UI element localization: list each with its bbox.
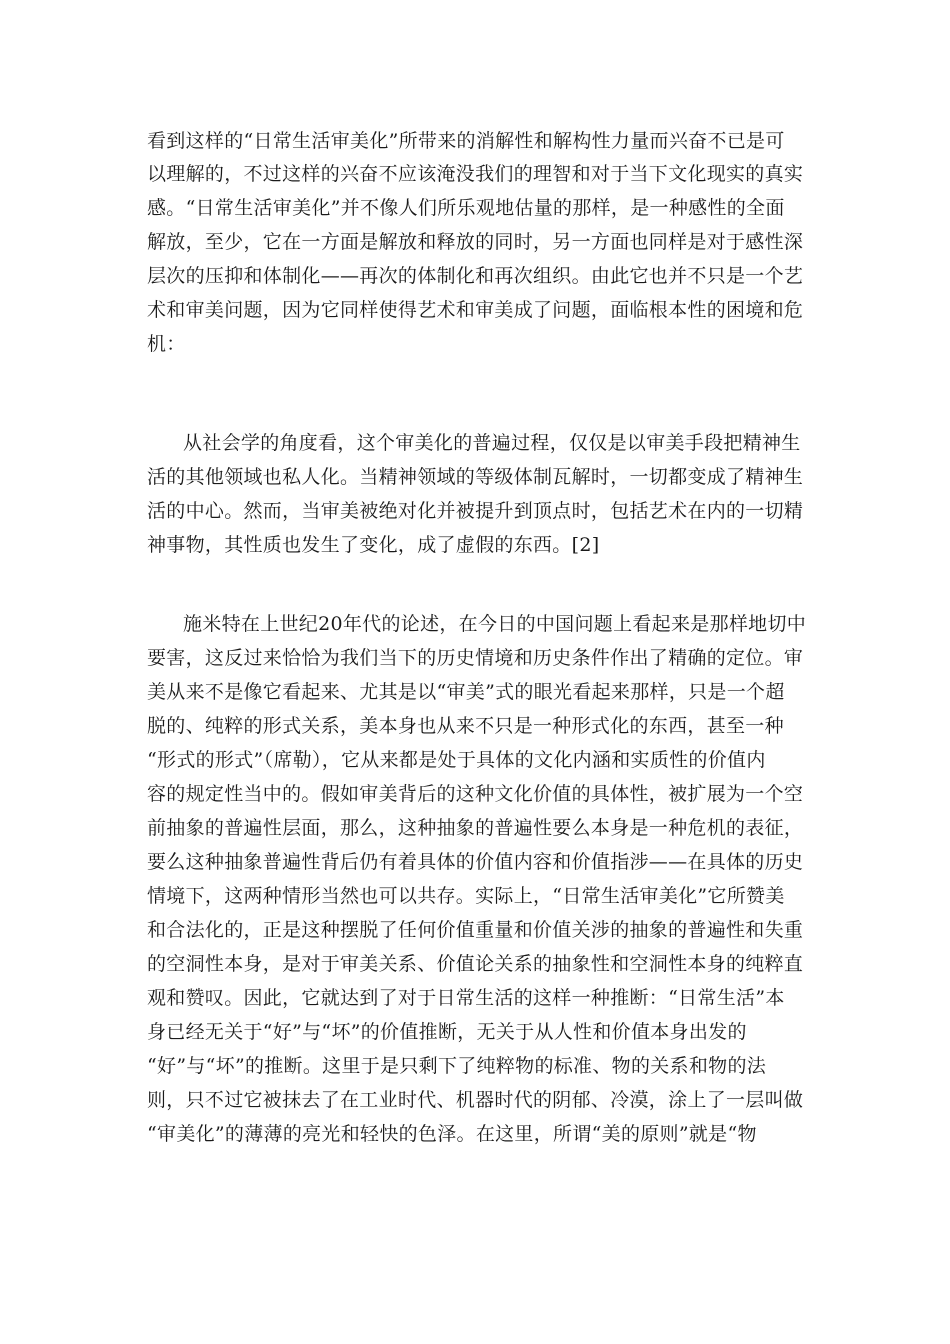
text-line: 术和审美问题，因为它同样使得艺术和审美成了问题，面临根本性的困境和危 <box>147 299 804 321</box>
text-line: 要么这种抽象普遍性背后仍有着具体的价值内容和价值指涉——在具体的历史 <box>147 851 804 873</box>
text-line: 从社会学的角度看，这个审美化的普遍过程，仅仅是以审美手段把精神生 <box>183 432 801 454</box>
text-line: “好”与“坏”的推断。这里于是只剩下了纯粹物的标准、物的关系和物的法 <box>147 1055 767 1077</box>
text-line: 的空洞性本身，是对于审美关系、价值论关系的抽象性和空洞性本身的纯粹直 <box>147 953 804 975</box>
text-line: 前抽象的普遍性层面，那么，这种抽象的普遍性要么本身是一种危机的表征， <box>147 817 804 839</box>
text-line: 身已经无关于“好”与“坏”的价值推断，无关于从人性和价值本身出发的 <box>147 1021 747 1043</box>
text-line: 看到这样的“日常生活审美化”所带来的消解性和解构性力量而兴奋不已是可 <box>147 130 785 152</box>
text-line: 层次的压抑和体制化——再次的体制化和再次组织。由此它也并不只是一个艺 <box>147 265 804 287</box>
text-line: 感。“日常生活审美化”并不像人们所乐观地估量的那样，是一种感性的全面 <box>147 197 785 219</box>
text-line: 观和赞叹。因此，它就达到了对于日常生活的这样一种推断：“日常生活”本 <box>147 987 785 1009</box>
text-line: 容的规定性当中的。假如审美背后的这种文化价值的具体性，被扩展为一个空 <box>147 783 804 805</box>
text-line: 神事物，其性质也发生了变化，成了虚假的东西。[2] <box>147 534 600 556</box>
text-line: 情境下，这两种情形当然也可以共存。实际上，“日常生活审美化”它所赞美 <box>147 885 785 907</box>
text-line: 则，只不过它被抹去了在工业时代、机器时代的阴郁、冷漠，涂上了一层叫做 <box>147 1089 804 1111</box>
text-line: 脱的、纯粹的形式关系，美本身也从来不只是一种形式化的东西，甚至一种 <box>147 715 784 737</box>
text-line: 美从来不是像它看起来、尤其是以“审美”式的眼光看起来那样，只是一个超 <box>147 681 785 703</box>
text-line: 和合法化的，正是这种摆脱了任何价值重量和价值关涉的抽象的普遍性和失重 <box>147 919 804 941</box>
text-line: “审美化”的薄薄的亮光和轻快的色泽。在这里，所谓“美的原则”就是“物 <box>147 1123 757 1145</box>
text-line: 机： <box>147 333 186 355</box>
text-line: 活的其他领域也私人化。当精神领域的等级体制瓦解时，一切都变成了精神生 <box>147 466 804 488</box>
text-line: 以理解的，不过这样的兴奋不应该淹没我们的理智和对于当下文化现实的真实 <box>147 163 804 185</box>
text-line: 要害，这反过来恰恰为我们当下的历史情境和历史条件作出了精确的定位。审 <box>147 647 804 669</box>
text-line: 解放，至少，它在一方面是解放和释放的同时，另一方面也同样是对于感性深 <box>147 231 804 253</box>
text-line: 施米特在上世纪20年代的论述，在今日的中国问题上看起来是那样地切中 <box>183 613 807 635</box>
text-line: “形式的形式”（席勒），它从来都是处于具体的文化内涵和实质性的价值内 <box>147 749 766 771</box>
text-line: 活的中心。然而，当审美被绝对化并被提升到顶点时，包括艺术在内的一切精 <box>147 500 804 522</box>
